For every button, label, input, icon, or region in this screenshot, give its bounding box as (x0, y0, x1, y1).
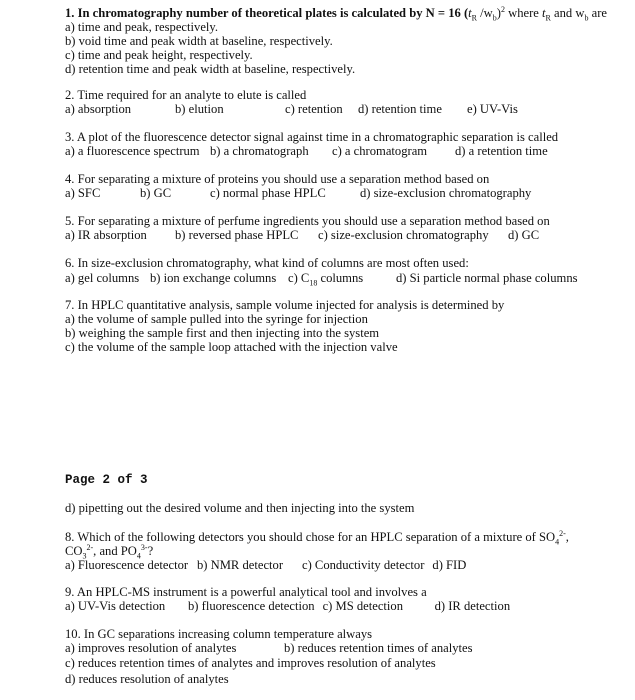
q4-option-d: d) size-exclusion chromatography (360, 186, 532, 200)
q2-option-b: b) elution (175, 102, 224, 116)
q2-option-d: d) retention time (358, 102, 442, 116)
q9-option-a: a) UV-Vis detection (65, 599, 166, 613)
q3-option-d: d) a retention time (455, 144, 548, 158)
q1-option-a: a) time and peak, respectively. (65, 20, 219, 34)
q1-stem: 1. In chromatography number of theoretical plates is calculated by N = 16 ($t_R$ $/w_b)^2$ where $t_R$ and $w_b$ are (65, 4, 607, 23)
q7-option-b: b) weighing the sample first and then injecting into the system (65, 326, 380, 340)
q10-option-b: b) reduces retention times of analytes (284, 641, 473, 655)
q9-option-d: d) IR detection (434, 599, 511, 613)
q5-stem: 5. For separating a mixture of perfume ingredients you should use a separation method based on (65, 214, 550, 228)
q10-options-ab (65, 641, 481, 655)
q3-options (65, 144, 556, 158)
q8-option-c: c) Conductivity detector (302, 558, 425, 572)
q6-stem: 6. In size-exclusion chromatography, what kind of columns are most often used: (65, 256, 469, 270)
q7-option-d: d) pipetting out the desired volume and then injecting into the system (65, 501, 415, 515)
page-label: Page 2 of 3 (65, 473, 148, 487)
q6-option-c: c) $C_{18}$ columns (288, 271, 364, 288)
q1-option-b: b) void time and peak width at baseline, respectively. (65, 34, 333, 48)
q3-stem: 3. A plot of the fluorescence detector signal against time in a chromatographic separation is called (65, 130, 559, 144)
q5-option-d: d) GC (508, 228, 540, 242)
q6-option-a: a) gel columns (65, 271, 140, 285)
q10-stem: 10. In GC separations increasing column temperature always (65, 627, 373, 641)
q3-option-a: a) a fluorescence spectrum (65, 144, 200, 158)
q10-option-a: a) improves resolution of analytes (65, 641, 237, 655)
q8-option-d: d) FID (432, 558, 467, 572)
q9-options (65, 599, 518, 613)
q10-option-c: c) reduces retention times of analytes and improves resolution of analytes (65, 656, 436, 670)
q3-option-b: b) a chromatograph (210, 144, 309, 158)
q7-stem: 7. In HPLC quantitative analysis, sample volume injected for analysis is determined by (65, 298, 505, 312)
q5-option-a: a) IR absorption (65, 228, 147, 242)
q4-option-b: b) GC (140, 186, 172, 200)
q2-option-a: a) absorption (65, 102, 132, 116)
q4-option-c: c) normal phase HPLC (210, 186, 326, 200)
q5-option-c: c) size-exclusion chromatography (318, 228, 489, 242)
q6-option-b: b) ion exchange columns (150, 271, 277, 285)
q1-option-c: c) time and peak height, respectively. (65, 48, 253, 62)
q5-options (65, 228, 547, 242)
q8-stem-line2: $CO_3^{2-}$, and $PO_4^{3-}$? (65, 542, 154, 561)
q5-option-b: b) reversed phase HPLC (175, 228, 299, 242)
q9-stem: 9. An HPLC-MS instrument is a powerful analytical tool and involves a (65, 585, 427, 599)
q9-option-b: b) fluorescence detection (188, 599, 315, 613)
q9-option-c: c) MS detection (322, 599, 404, 613)
q10-option-d: d) reduces resolution of analytes (65, 672, 229, 686)
q8-stem: 8. Which of the following detectors you should chose for an HPLC separation of a mixture of $SO_4^{2-}$, (65, 528, 569, 547)
q7-option-a: a) the volume of sample pulled into the syringe for injection (65, 312, 368, 326)
q6-option-d: d) Si particle normal phase columns (396, 271, 578, 285)
q2-option-e: e) UV-Vis (467, 102, 518, 116)
q4-stem: 4. For separating a mixture of proteins you should use a separation method based on (65, 172, 490, 186)
q4-option-a: a) SFC (65, 186, 101, 200)
q7-option-c: c) the volume of the sample loop attached with the injection valve (65, 340, 398, 354)
q8-options (65, 558, 474, 572)
q8-option-b: b) NMR detector (197, 558, 284, 572)
q4-options (65, 186, 539, 200)
q6-options (65, 271, 586, 288)
q3-option-c: c) a chromatogram (332, 144, 428, 158)
q2-option-c: c) retention (285, 102, 343, 116)
q2-options (65, 102, 526, 116)
q2-stem: 2. Time required for an analyte to elute is called (65, 88, 307, 102)
q8-option-a: a) Fluorescence detector (65, 558, 189, 572)
q1-option-d: d) retention time and peak width at baseline, respectively. (65, 62, 356, 76)
